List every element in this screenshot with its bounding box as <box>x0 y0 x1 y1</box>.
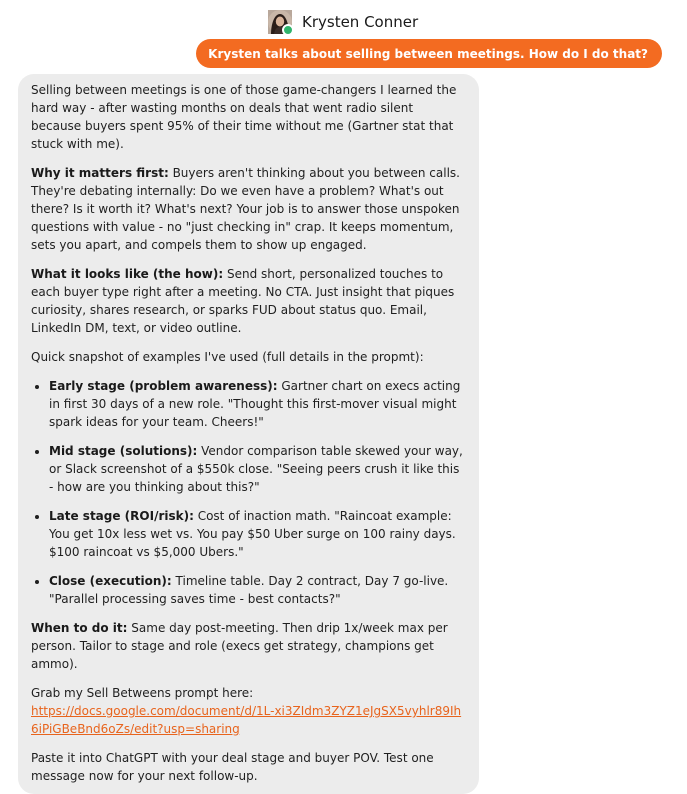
reply-intro: Selling between meetings is one of those game-changers I learned the hard way - after wasting months on deals that went radio silent because buyers spent 95% of their time without me (Gartner stat that stuck with me). <box>31 83 457 151</box>
sender-name: Krysten Conner <box>302 13 419 31</box>
chat-header <box>268 8 418 36</box>
online-status-icon <box>282 24 294 36</box>
when-label: When to do it: <box>31 621 128 635</box>
why-text: Buyers aren't thinking about you between calls. They're debating internally: Do we even have a problem? What's out there? Is it worth it? What's next? Your job is to answer those unspoken questions with value - no "just checking in" crap. It keeps momentum, sets you apart, and compels them to show up engaged. <box>31 166 460 252</box>
examples-list <box>31 377 466 608</box>
reply-when-paragraph <box>31 619 466 673</box>
snapshot-intro: Quick snapshot of examples I've used (full details in the propmt): <box>31 350 424 364</box>
list-item <box>49 572 466 608</box>
example-label: Early stage (problem awareness): <box>49 379 278 393</box>
reply-why-paragraph <box>31 164 466 254</box>
what-text: Send short, personalized touches to each buyer type right after a meeting. No CTA. Just insight that piques curiosity, shares research, or sparks FUD about status quo. Email, LinkedIn DM, text, or video outline. <box>31 267 455 335</box>
example-label: Mid stage (solutions): <box>49 444 198 458</box>
avatar[interactable] <box>268 10 292 34</box>
example-text: Timeline table. Day 2 contract, Day 7 go-live. "Parallel processing saves time - best contacts?" <box>49 574 449 606</box>
when-text: Same day post-meeting. Then drip 1x/week max per person. Tailor to stage and role (execs get strategy, champions get ammo). <box>31 621 448 671</box>
closing-paragraph: Paste it into ChatGPT with your deal stage and buyer POV. Test one message now for your next follow-up. <box>31 751 434 783</box>
why-label: Why it matters first: <box>31 166 169 180</box>
example-text: Cost of inaction math. "Raincoat example: You get 10x less wet vs. You pay $50 Uber surge on 100 rainy days. $100 raincoat vs $5,000 Ubers." <box>49 509 456 559</box>
example-text: Gartner chart on execs acting in first 30 days of a new role. "Thought this first-mover visual might spark ideas for your team. Cheers!" <box>49 379 461 429</box>
example-label: Close (execution): <box>49 574 172 588</box>
reply-message-bubble <box>18 74 479 794</box>
list-item <box>49 442 466 496</box>
prompt-paragraph <box>31 684 466 738</box>
user-message-bubble: Krysten talks about selling between meetings. How do I do that? <box>196 39 662 68</box>
list-item <box>49 507 466 561</box>
prompt-intro: Grab my Sell Betweens prompt here: <box>31 686 254 700</box>
example-label: Late stage (ROI/risk): <box>49 509 194 523</box>
what-label: What it looks like (the how): <box>31 267 224 281</box>
list-item <box>49 377 466 431</box>
prompt-link[interactable]: https://docs.google.com/document/d/1L-xi3ZIdm3ZYZ1eJgSX5vyhlr89Ih6iPiGBeBnd6oZs/edit?usp=sharing <box>31 704 462 736</box>
example-text: Vendor comparison table skewed your way, or Slack screenshot of a $550k close. "Seeing peers crush it like this - how are you thinking about this?" <box>49 444 463 494</box>
reply-what-paragraph <box>31 265 466 337</box>
